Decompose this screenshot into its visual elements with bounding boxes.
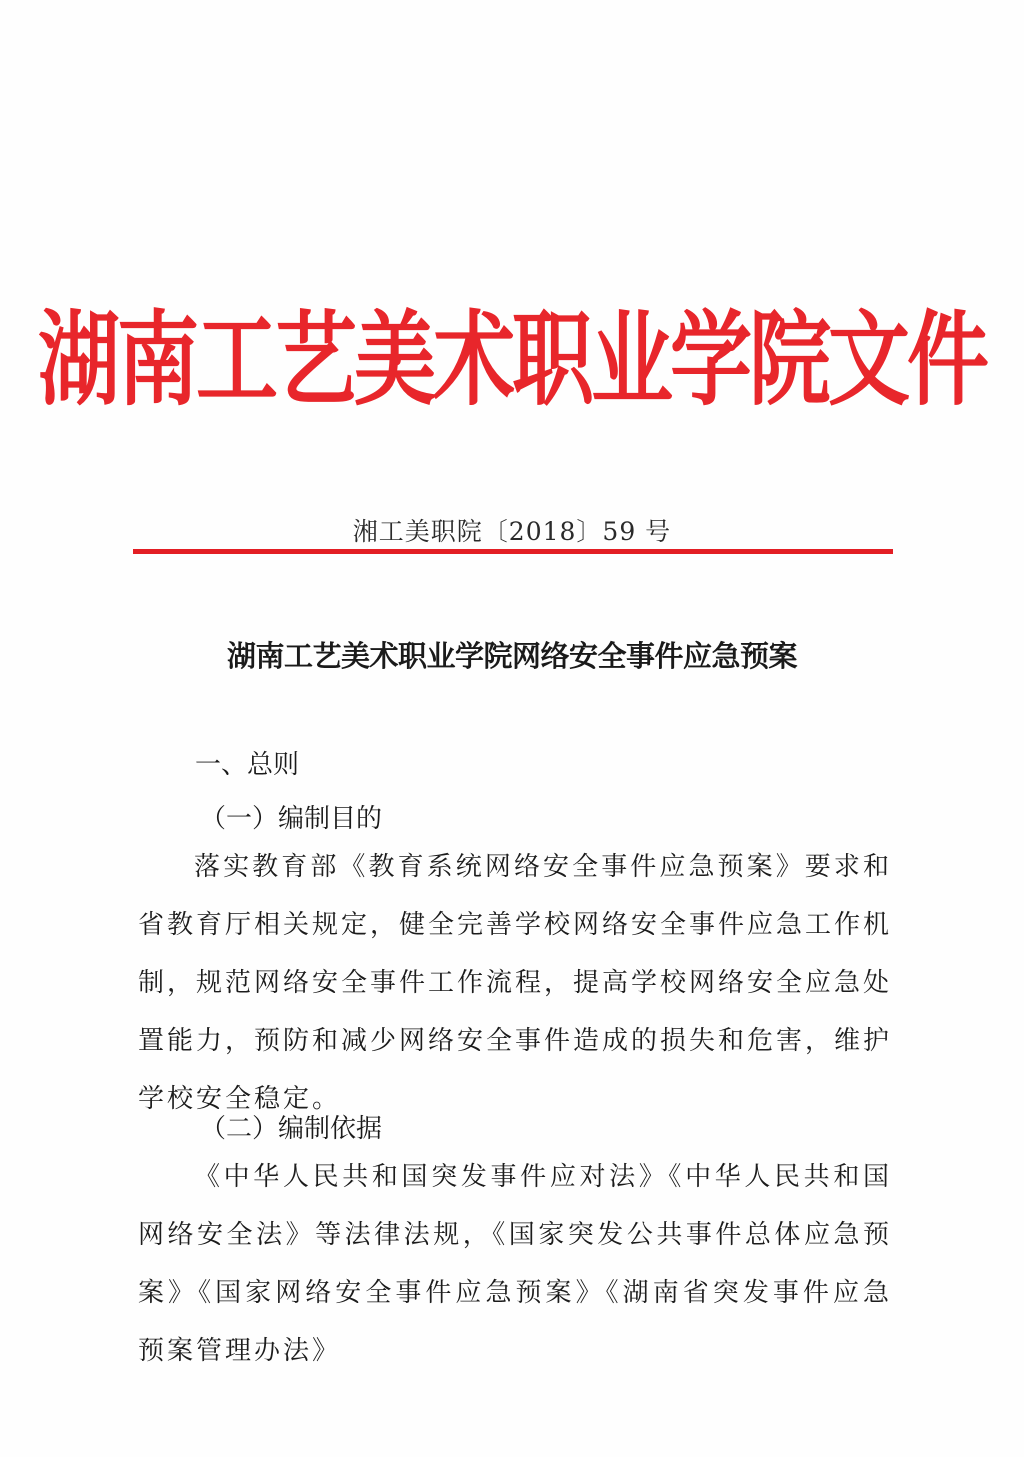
- org-header-title: 湖南工艺美术职业学院文件: [37, 300, 986, 420]
- section-heading-general: 一、总则: [195, 750, 300, 780]
- paragraph-purpose: 落实教育部《教育系统网络安全事件应急预案》要求和省教育厅相关规定，健全完善学校网络安全事件应急工作机制，规范网络安全事件工作流程，提高学校网络安全应急处置能力，预防和减少网络安全事件造成的损失和危害，维护学校安全稳定。: [138, 852, 893, 1114]
- paragraph-basis: 《中华人民共和国突发事件应对法》《中华人民共和国网络安全法》等法律法规，《国家突发公共事件总体应急预案》《国家网络安全事件应急预案》《湖南省突发事件应急预案管理办法》: [138, 1162, 892, 1366]
- subsection-heading-purpose: （一）编制目的: [200, 804, 383, 834]
- document-number: 湘工美职院〔2018〕59 号: [352, 517, 672, 546]
- red-divider-line: [133, 549, 893, 554]
- document-title: 湖南工艺美术职业学院网络安全事件应急预案: [226, 639, 797, 673]
- subsection-heading-basis: （二）编制依据: [200, 1114, 383, 1144]
